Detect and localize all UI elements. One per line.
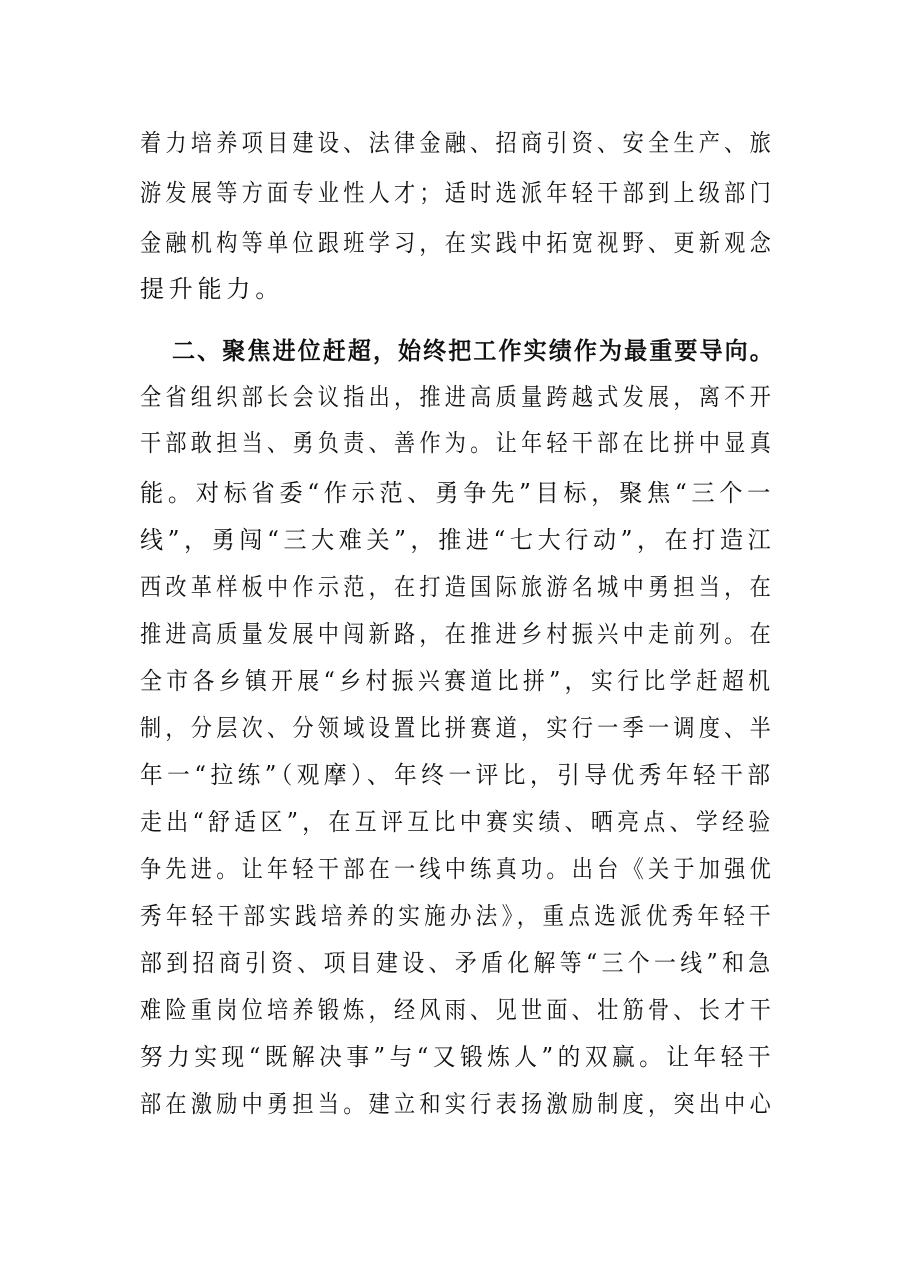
body-text-line: 线”，勇闯“三大难关”，推进“七大行动”，在打造江: [140, 526, 776, 554]
body-text-line: 游发展等方面专业性人才；适时选派年轻干部到上级部门: [140, 179, 775, 207]
body-text-line: 努力实现“既解决事”与“又锻炼人”的双赢。让年轻干: [140, 1043, 776, 1071]
body-text-line: 西改革样板中作示范，在打造国际旅游名城中勇担当，在: [140, 573, 775, 601]
body-text-line: 难险重岗位培养锻炼，经风雨、见世面、壮筋骨、长才干: [140, 996, 775, 1024]
body-text-line: 干部敢担当、勇负责、善作为。让年轻干部在比拼中显真: [140, 429, 775, 457]
body-text-line: 能。对标省委“作示范、勇争先”目标，聚焦“三个一: [140, 479, 776, 507]
body-text-line: 秀年轻干部实践培养的实施办法》，重点选派优秀年轻干: [140, 902, 776, 930]
body-text-line: 全省组织部长会议指出，推进高质量跨越式发展，离不开: [140, 383, 775, 411]
body-text-line: 争先进。让年轻干部在一线中练真功。出台《关于加强优: [140, 855, 775, 883]
body-text-line: 部在激励中勇担当。建立和实行表扬激励制度，突出中心: [140, 1090, 775, 1118]
section-heading: 二、聚焦进位赶超，始终把工作实绩作为最重要导向。: [172, 337, 775, 365]
body-text-line: 全市各乡镇开展“乡村振兴赛道比拼”，实行比学赶超机: [140, 667, 775, 695]
body-text-line: 走出“舒适区”，在互评互比中赛实绩、晒亮点、学经验: [140, 808, 775, 836]
body-text-line: 着力培养项目建设、法律金融、招商引资、安全生产、旅: [140, 129, 775, 157]
body-text-line: 提升能力。: [140, 275, 284, 303]
body-text-line: 推进高质量发展中闯新路，在推进乡村振兴中走前列。在: [140, 620, 775, 648]
body-text-line: 部到招商引资、项目建设、矛盾化解等“三个一线”和急: [140, 949, 775, 977]
body-text-line: 制，分层次、分领域设置比拼赛道，实行一季一调度、半: [140, 714, 775, 742]
body-text-line: 年一“拉练”（观摩）、年终一评比，引导优秀年轻干部: [140, 761, 775, 789]
body-text-line: 金融机构等单位跟班学习，在实践中拓宽视野、更新观念: [140, 229, 775, 257]
